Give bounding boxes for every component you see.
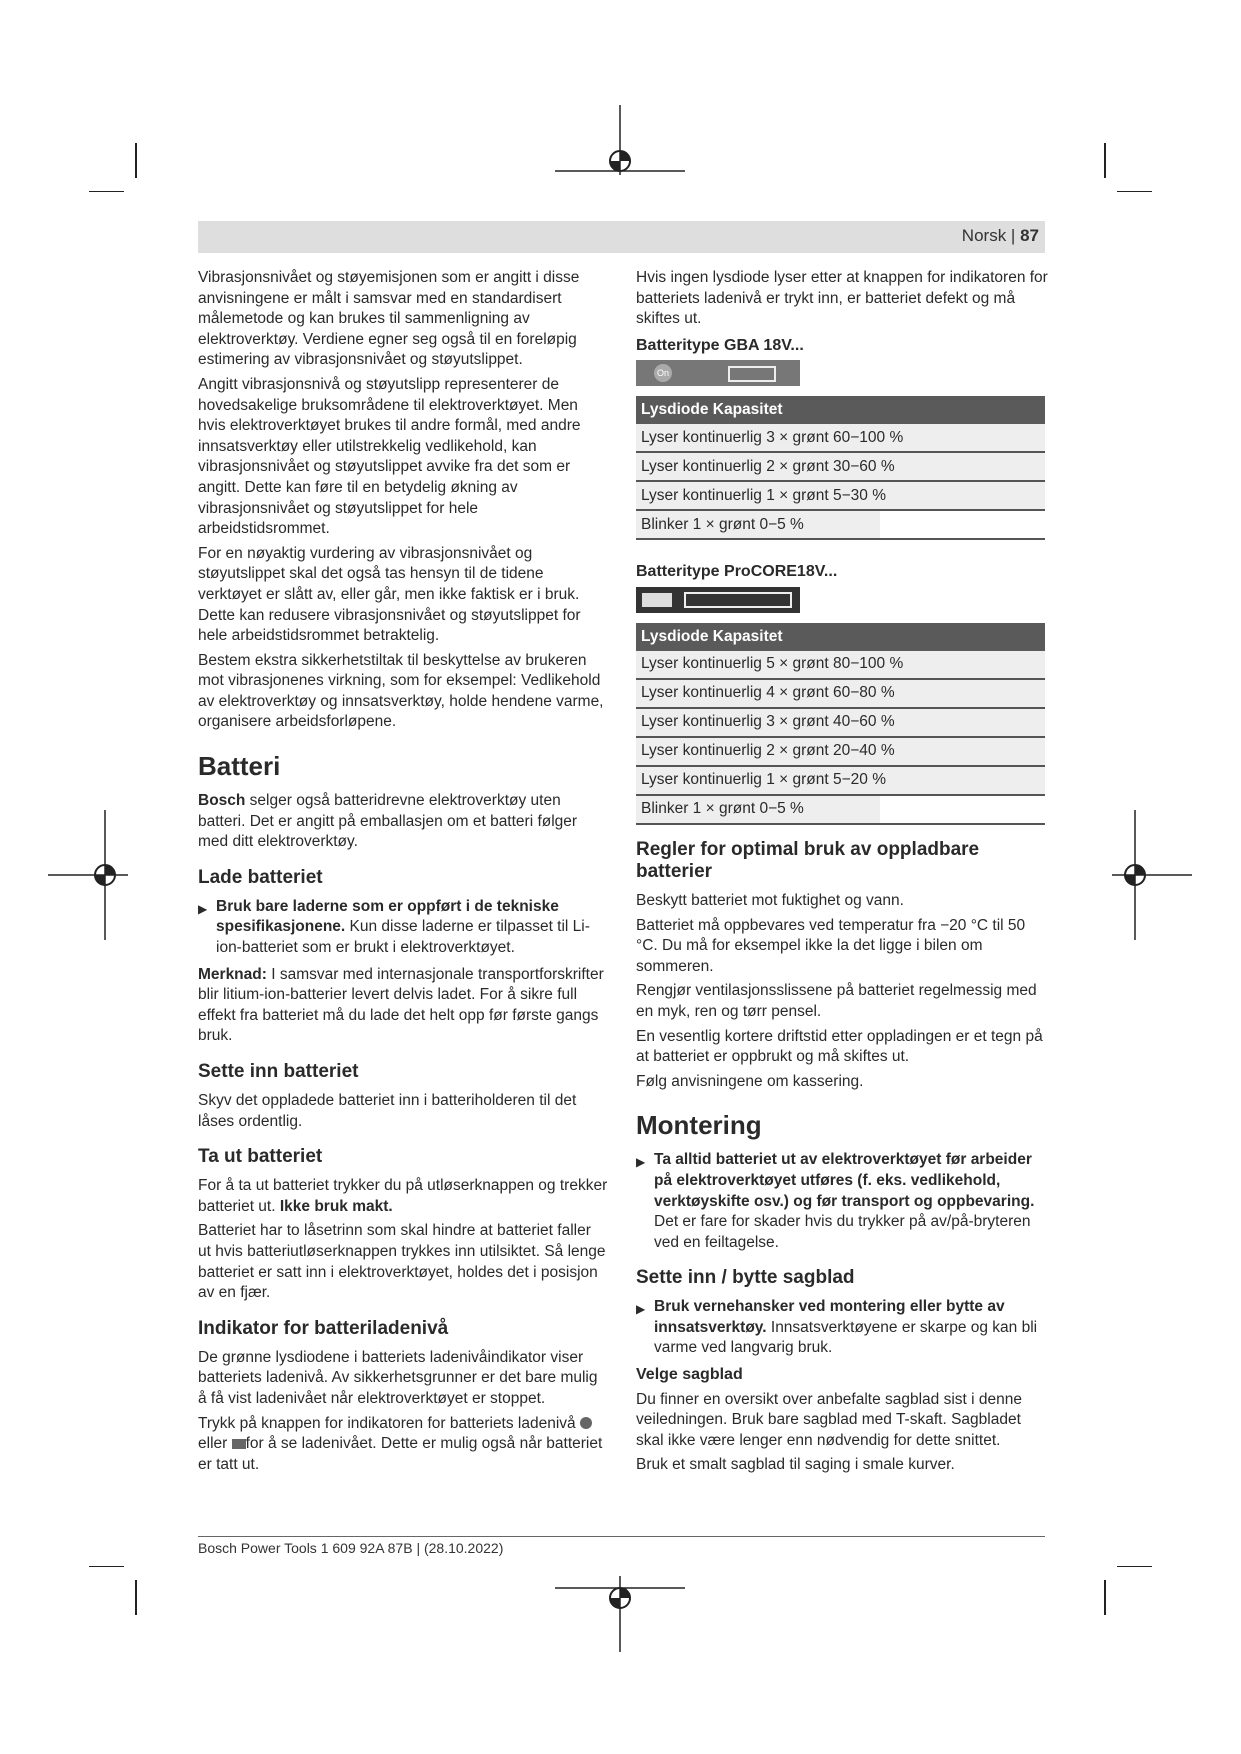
gba-capacity-table — [636, 396, 1045, 540]
table-cell: Lyser kontinuerlig 3 × grønt 60−100 % — [636, 424, 1045, 452]
battery-level-icon — [684, 592, 792, 608]
bullet-arrow-icon: ▶ — [198, 901, 208, 916]
table-row — [636, 737, 1045, 766]
text: Trykk på knappen for indikatoren for batteriets ladenivå — [198, 1414, 580, 1432]
text: For å ta ut batteriet trykker du på utløserknappen og trekker batteriet ut. — [198, 1177, 608, 1215]
table-cell: Lyser kontinuerlig 1 × grønt 5−30 % — [636, 481, 1045, 510]
bullet-item — [636, 1150, 1048, 1253]
heading-sette-inn-batteriet: Sette inn batteriet — [198, 1061, 359, 1082]
header-bar — [198, 221, 1045, 253]
paragraph: Skyv det oppladede batteriet inn i batteriholderen til det låses ordentlig. — [198, 1092, 577, 1130]
heading-regler: Regler for optimal bruk av oppladbare batterier — [636, 838, 980, 882]
text: Innsatsverktøyene er skarpe og kan bli varme ved langvarig bruk. — [654, 1318, 1038, 1357]
right-column — [636, 268, 1048, 1480]
table-cell: Blinker 1 × grønt 0−5 % — [636, 510, 1045, 539]
bullet-item — [198, 897, 608, 959]
table-row — [636, 452, 1045, 481]
battery-procore-illustration — [636, 587, 800, 613]
battery-level-icon — [728, 366, 776, 382]
registration-target-icon — [48, 810, 128, 940]
table-cell: Lyser kontinuerlig 2 × grønt 30−60 % — [636, 452, 1045, 481]
left-column — [198, 268, 608, 1479]
procore-capacity-table — [636, 623, 1045, 825]
text: Det er fare for skader hvis du trykker på av/på-bryteren ved en feiltagelse. — [654, 1213, 1031, 1251]
heading-indikator: Indikator for batteriladenivå — [198, 1317, 449, 1339]
heading-montering: Montering — [636, 1110, 762, 1141]
table-row — [636, 651, 1045, 679]
table-header: Lysdiode Kapasitet — [636, 396, 1045, 424]
battery-indicator-icon — [232, 1439, 246, 1449]
paragraph: En vesentlig kortere driftstid etter oppladingen er et tegn på at batteriet er oppbrukt og må skiftes ut. — [636, 1027, 1043, 1066]
text: eller — [198, 1435, 232, 1453]
crop-mark — [135, 143, 137, 178]
heading-lade-batteriet: Lade batteriet — [198, 866, 323, 888]
heading-velge-sagblad: Velge sagblad — [636, 1366, 743, 1384]
crop-mark — [135, 1580, 137, 1615]
bullet-arrow-icon: ▶ — [636, 1155, 646, 1170]
bold-text: Merknad: — [198, 965, 267, 983]
heading-batteri: Batteri — [198, 751, 281, 782]
paragraph: Bestem ekstra sikkerhetstiltak til beskyttelse av brukeren mot vibrasjonenes virkning, som for eksempel: Vedlikehold av elektroverktøy og innsatsverktøy, holde hendene varme, organisere arbeidsforløpene. — [198, 651, 604, 731]
paragraph: Angitt vibrasjonsnivå og støyutslipp representerer de hovedsakelige bruksområdene til elektroverktøyet. Men hvis elektroverktøyet brukes til andre formål, med andre innsatsverktøy eller utilstrekkelig vedlikehold, kan vibrasjonsnivået og støyutslippet avvike fra det som er angitt. Dette kan føre til en betydelig økning av vibrasjonsnivået og støyutslippet for hele arbeidstidsrommet. — [198, 375, 581, 538]
table-row — [636, 708, 1045, 737]
section-name: Norsk — [961, 226, 1007, 245]
page-header: Norsk | 87 — [961, 226, 1039, 245]
registration-target-icon — [555, 1576, 685, 1656]
bold-text: Ikke bruk makt. — [279, 1197, 393, 1215]
paragraph: Du finner en oversikt over anbefalte sagblad sist i denne veiledningen. Bruk bare sagblad med T-skaft. Sagbladet skal ikke være lenger enn nødvendig for dette snittet. — [636, 1390, 1023, 1449]
paragraph: Følg anvisningene om kassering. — [636, 1072, 864, 1090]
bullet-item — [636, 1297, 1048, 1359]
battery-gba-illustration — [636, 360, 800, 386]
table-row — [636, 510, 1045, 539]
table-row — [636, 679, 1045, 708]
table-row — [636, 795, 1045, 824]
text: Kun disse laderne er tilpasset til Li-ion-batteriet som er brukt i elektroverktøyet. — [216, 918, 590, 957]
crop-mark — [1117, 191, 1152, 192]
on-button-icon: On — [654, 364, 672, 382]
paragraph: Beskytt batteriet mot fuktighet og vann. — [636, 891, 904, 909]
footer-rule — [198, 1536, 1045, 1537]
paragraph: Bruk et smalt sagblad til saging i smale kurver. — [636, 1456, 955, 1474]
paragraph: Batteriet må oppbevares ved temperatur fra −20 °C til 50 °C. Du må for eksempel ikke la det ligge i bilen om sommeren. — [636, 916, 1026, 975]
page-number: 87 — [1020, 226, 1039, 245]
crop-mark — [1117, 1566, 1152, 1567]
table-row — [636, 766, 1045, 795]
paragraph: Hvis ingen lysdiode lyser etter at knappen for indikatoren for batteriets ladenivå er trykt inn, er batteriet defekt og må skiftes ut. — [636, 269, 1048, 328]
table-header: Lysdiode Kapasitet — [636, 623, 1045, 651]
paragraph — [198, 1414, 608, 1476]
table-cell: Lyser kontinuerlig 1 × grønt 5−20 % — [636, 766, 1045, 795]
crop-mark — [89, 1566, 124, 1567]
paragraph: Vibrasjonsnivået og støyemisjonen som er angitt i disse anvisningene er målt i samsvar med en standardisert målemetode og kan brukes til sammenligning av elektroverktøy. Verdiene egner seg også til en foreløpig estimering av vibrasjonsnivået og støyutslippet. — [198, 269, 580, 369]
heading-ta-ut-batteriet: Ta ut batteriet — [198, 1146, 323, 1168]
bullet-arrow-icon: ▶ — [636, 1302, 646, 1317]
table-cell: Lyser kontinuerlig 2 × grønt 20−40 % — [636, 737, 1045, 766]
bold-text: Ta alltid batteriet ut av elektroverktøyet før arbeider på elektroverktøyet utføres (f. eks. vedlikehold, verktøyskifte osv.) og før transport og oppbevaring. — [654, 1151, 1035, 1210]
bold-text: Bruk bare laderne som er oppført i de tekniske spesifikasjonene. — [216, 897, 559, 936]
heading-gba: Batteritype GBA 18V... — [636, 336, 804, 354]
crop-mark — [1104, 1580, 1106, 1615]
battery-button-icon — [580, 1417, 592, 1429]
paragraph: For en nøyaktig vurdering av vibrasjonsnivået og støyutslippet skal det også tas hensyn til de tidene verktøyet er slått av, eller går, men ikke faktisk er i bruk. Dette kan redusere vibrasjonsnivået og støyutslippet for hele arbeidstidsrommet betraktelig. — [198, 544, 581, 645]
table-cell: Blinker 1 × grønt 0−5 % — [636, 795, 1045, 824]
text: selger også batteridrevne elektroverktøy uten batteri. Det er angitt på emballasjen om et batteri følger med ditt elektroverktøy. — [198, 792, 578, 851]
text: for å se ladenivået. Dette er mulig også når batteriet er tatt ut. — [198, 1435, 603, 1473]
registration-target-icon — [1112, 810, 1192, 940]
text: I samsvar med internasjonale transportforskrifter blir litium-ion-batterier levert delvis ladet. For å sikre full effekt fra batteriet må du lade det helt opp før første gangs bruk. — [198, 965, 604, 1045]
paragraph — [198, 1176, 608, 1217]
table-row — [636, 481, 1045, 510]
crop-mark — [1104, 143, 1106, 178]
table-cell: Lyser kontinuerlig 4 × grønt 60−80 % — [636, 679, 1045, 708]
footer: Bosch Power Tools 1 609 92A 87B | (28.10.2022) — [198, 1540, 504, 1556]
registration-target-icon — [555, 105, 685, 185]
table-row — [636, 424, 1045, 452]
paragraph — [198, 965, 608, 1047]
paragraph: Batteriet har to låsetrinn som skal hindre at batteriet faller ut hvis batteriutløserknappen trykkes inn utilsiktet. Så lenge batteriet er satt inn i elektroverktøyet, holdes det i posisjon av en fjær. — [198, 1222, 606, 1302]
bold-text: Bruk vernehansker ved montering eller bytte av innsatsverktøy. — [654, 1298, 1005, 1336]
heading-procore: Batteritype ProCORE18V... — [636, 563, 838, 581]
crop-mark — [89, 191, 124, 192]
paragraph — [198, 791, 608, 853]
bold-text: Bosch — [198, 792, 246, 810]
heading-sagblad: Sette inn / bytte sagblad — [636, 1267, 855, 1289]
paragraph: De grønne lysdiodene i batteriets ladenivåindikator viser batteriets ladenivå. Av sikkerhetsgrunner er det bare mulig å få vist ladenivået når elektroverktøyet er stoppet. — [198, 1348, 598, 1407]
battery-icon — [642, 593, 672, 607]
table-cell: Lyser kontinuerlig 5 × grønt 80−100 % — [636, 651, 1045, 679]
table-cell: Lyser kontinuerlig 3 × grønt 40−60 % — [636, 708, 1045, 737]
paragraph: Rengjør ventilasjonsslissene på batteriet regelmessig med en myk, ren og tørr pensel. — [636, 982, 1037, 1020]
